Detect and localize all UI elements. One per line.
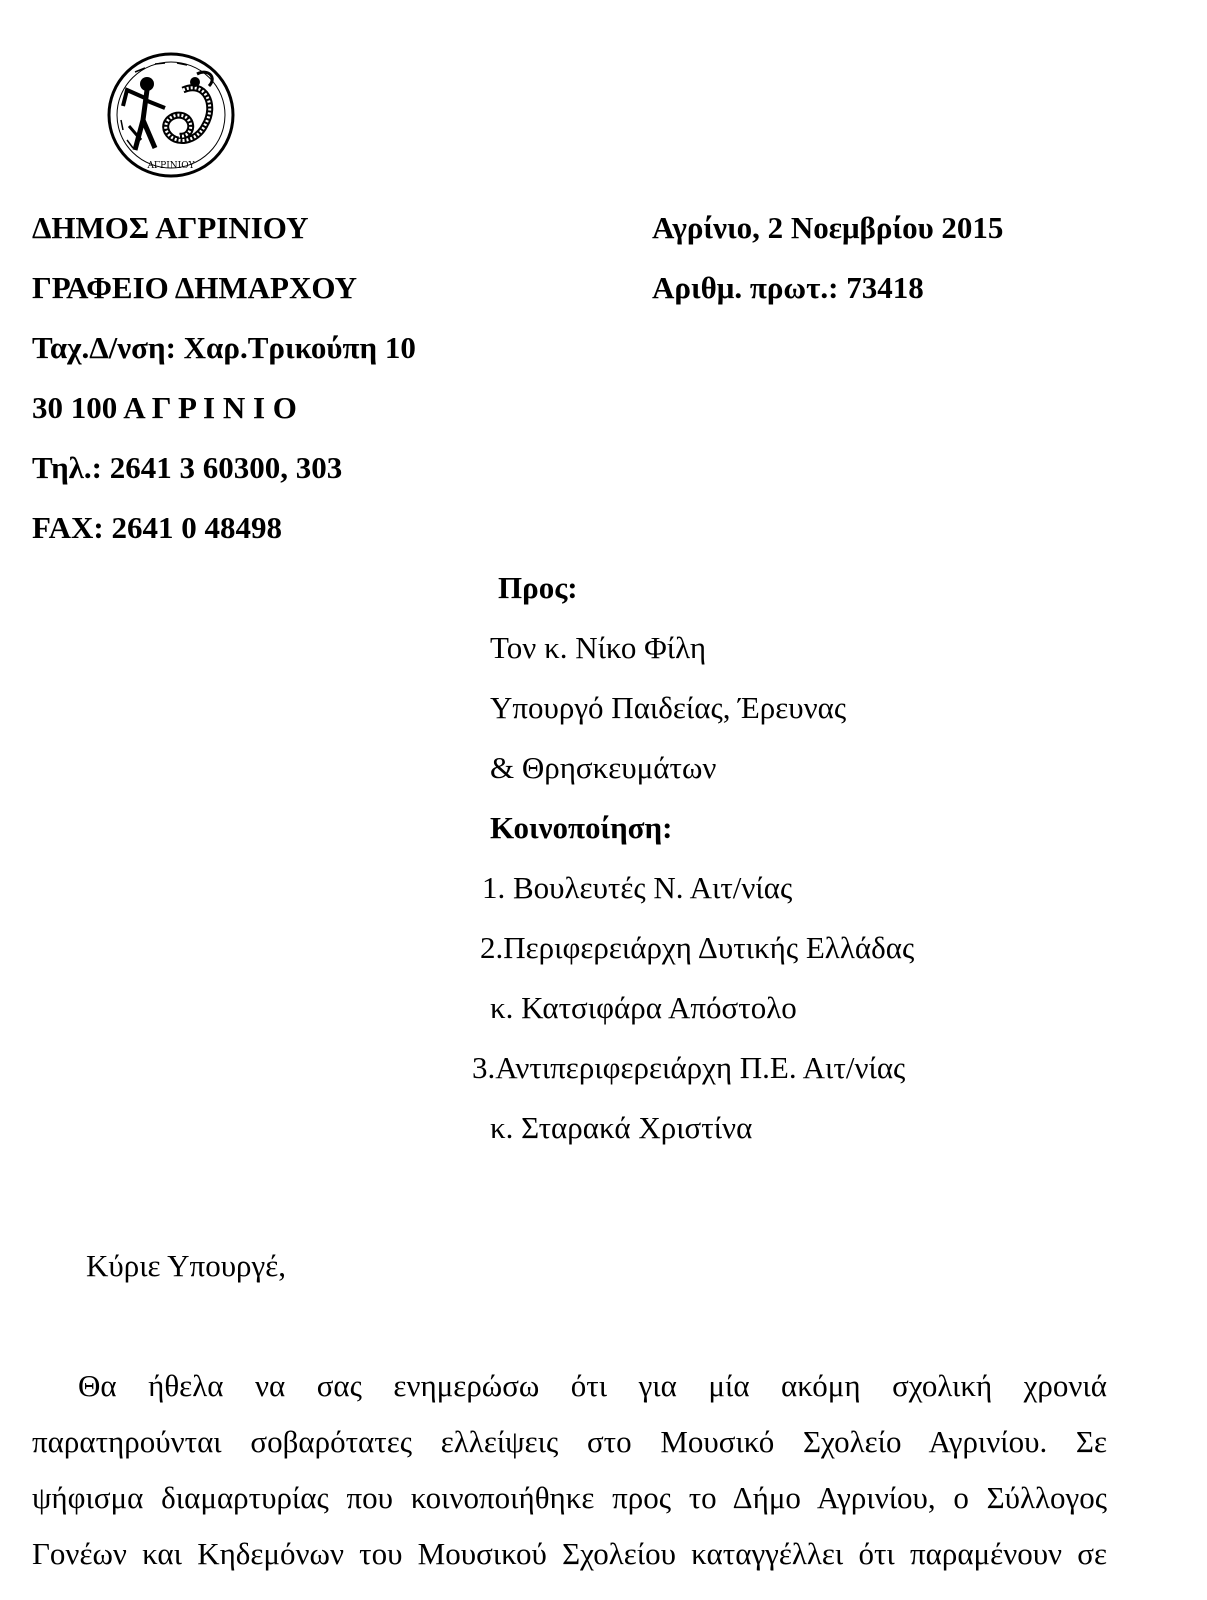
body-line: Γονέων και Κηδεμόνων του Μουσικού Σχολείου καταγγέλλει ότι παραμένουν σε <box>32 1536 1107 1571</box>
body-line: Θα ήθελα να σας ενημερώσω ότι για μία ακόμη σχολική χρονιά <box>78 1368 1107 1403</box>
body-line: παρατηρούνται σοβαρότατες ελλείψεις στο Μουσικό Σχολείο Αγρινίου. Σε <box>32 1424 1107 1459</box>
body-line: ψήφισμα διαμαρτυρίας που κοινοποιήθηκε προς το Δήμο Αγρινίου, ο Σύλλογος <box>32 1480 1107 1515</box>
municipal-seal-icon <box>105 50 237 180</box>
recipient-heading: Προς: <box>498 570 578 605</box>
cc-item-detail: κ. Σταρακά Χριστίνα <box>490 1110 753 1145</box>
cc-item: 1. Βουλευτές Ν. Αιτ/νίας <box>482 870 793 905</box>
cc-item-detail: κ. Κατσιφάρα Απόστολο <box>490 990 797 1025</box>
postal-address: Ταχ.Δ/νση: Χαρ.Τρικούπη 10 <box>32 330 416 365</box>
municipality-name: ΔΗΜΟΣ ΑΓΡΙΝΙΟΥ <box>32 210 309 245</box>
seal-legend: ΑΓΡΙΝΙΟΥ <box>147 161 195 171</box>
protocol-number: Αριθμ. πρωτ.: 73418 <box>652 270 924 305</box>
place-date: Αγρίνιο, 2 Νοεμβρίου 2015 <box>652 210 1004 245</box>
postal-code-city: 30 100 Α Γ Ρ Ι Ν Ι Ο <box>32 390 297 425</box>
recipient-title-cont: & Θρησκευμάτων <box>490 750 717 785</box>
cc-item: 2.Περιφερειάρχη Δυτικής Ελλάδας <box>480 930 915 965</box>
recipient-name: Τον κ. Νίκο Φίλη <box>490 630 707 665</box>
office-name: ΓΡΑΦΕΙΟ ΔΗΜΑΡΧΟΥ <box>32 270 358 305</box>
fax-number: FAX: 2641 0 48498 <box>32 510 282 545</box>
cc-item: 3.Αντιπεριφερειάρχη Π.Ε. Αιτ/νίας <box>472 1050 906 1085</box>
cc-heading: Κοινοποίηση: <box>490 810 673 845</box>
salutation: Κύριε Υπουργέ, <box>86 1248 286 1283</box>
recipient-title: Υπουργό Παιδείας, Έρευνας <box>490 690 847 725</box>
letter-body <box>32 1358 1107 1582</box>
phone-number: Τηλ.: 2641 3 60300, 303 <box>32 450 343 485</box>
